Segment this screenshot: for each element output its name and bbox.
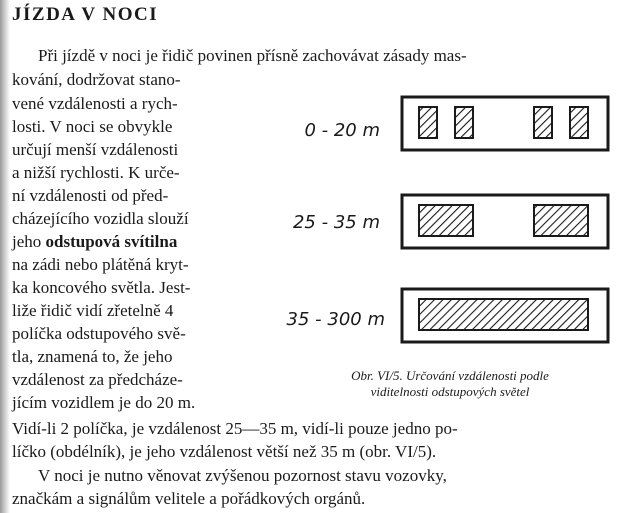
lamp-cell xyxy=(570,107,588,138)
text-line: kování, dodržovat stano- xyxy=(12,70,181,89)
text-line: Vidí-li 2 políčka, je vzdálenost 25—35 m, vidí-li pouze jedno po- xyxy=(12,419,458,438)
lamp-cell xyxy=(419,107,437,138)
tail-light-diagram xyxy=(280,80,615,350)
text-line: vené vzdálenosti a rych- xyxy=(12,94,178,113)
text-line: losti. V noci se obvykle xyxy=(12,117,173,136)
emphasis-text: odstupová svítilna xyxy=(45,232,178,251)
lamp-cell xyxy=(419,299,588,330)
text-line: ní vzdálenosti od před- xyxy=(12,186,169,205)
distance-label-25-35: 25 - 35 m xyxy=(292,212,380,233)
caption-line: viditelnosti odstupových světel xyxy=(370,384,530,399)
text-line: vzdálenost za předcháze- xyxy=(12,370,183,389)
text-line: cházejícího vozidla slouží xyxy=(12,209,189,228)
distance-label-35-300: 35 - 300 m xyxy=(286,309,385,330)
section-heading: JÍZDA V NOCI xyxy=(12,4,159,25)
figure-caption xyxy=(300,368,600,400)
text-line: políčka odstupového svě- xyxy=(12,324,186,343)
caption-line: Obr. VI/5. Určování vzdálenosti podle xyxy=(351,368,549,383)
text-line: a nižší rychlosti. K urče- xyxy=(12,163,180,182)
text-line: značkám a signálům velitele a pořádkových orgánů. xyxy=(12,489,366,508)
text-line: ka koncového světla. Jest- xyxy=(12,278,191,297)
text-line: líčko (obdélník), je jeho vzdálenost větší než 35 m (obr. VI/5). xyxy=(12,442,437,461)
text-line: určují menší vzdálenosti xyxy=(12,140,179,159)
text-line: liže řidič vidí zřetelně 4 xyxy=(12,301,174,320)
text-line xyxy=(12,231,268,253)
distance-label-0-20: 0 - 20 m xyxy=(304,120,380,141)
text-span: jeho xyxy=(12,232,46,251)
text-line: Při jízdě v noci je řidič povinen přísně zachovávat zásady mas- xyxy=(38,46,467,65)
lamp-cell xyxy=(534,107,552,138)
text-line: V noci je nutno věnovat zvýšenou pozornost stavu vozovky, xyxy=(38,466,447,485)
lamp-cell xyxy=(534,205,588,236)
text-line: jícím vozidlem je do 20 m. xyxy=(12,393,196,412)
page-edge-shadow xyxy=(0,0,10,513)
text-line: na zádi nebo plátěná kryt- xyxy=(12,255,189,274)
lamp-cell xyxy=(419,205,473,236)
text-line: tla, znamená to, že jeho xyxy=(12,347,173,366)
lamp-cell xyxy=(455,107,473,138)
